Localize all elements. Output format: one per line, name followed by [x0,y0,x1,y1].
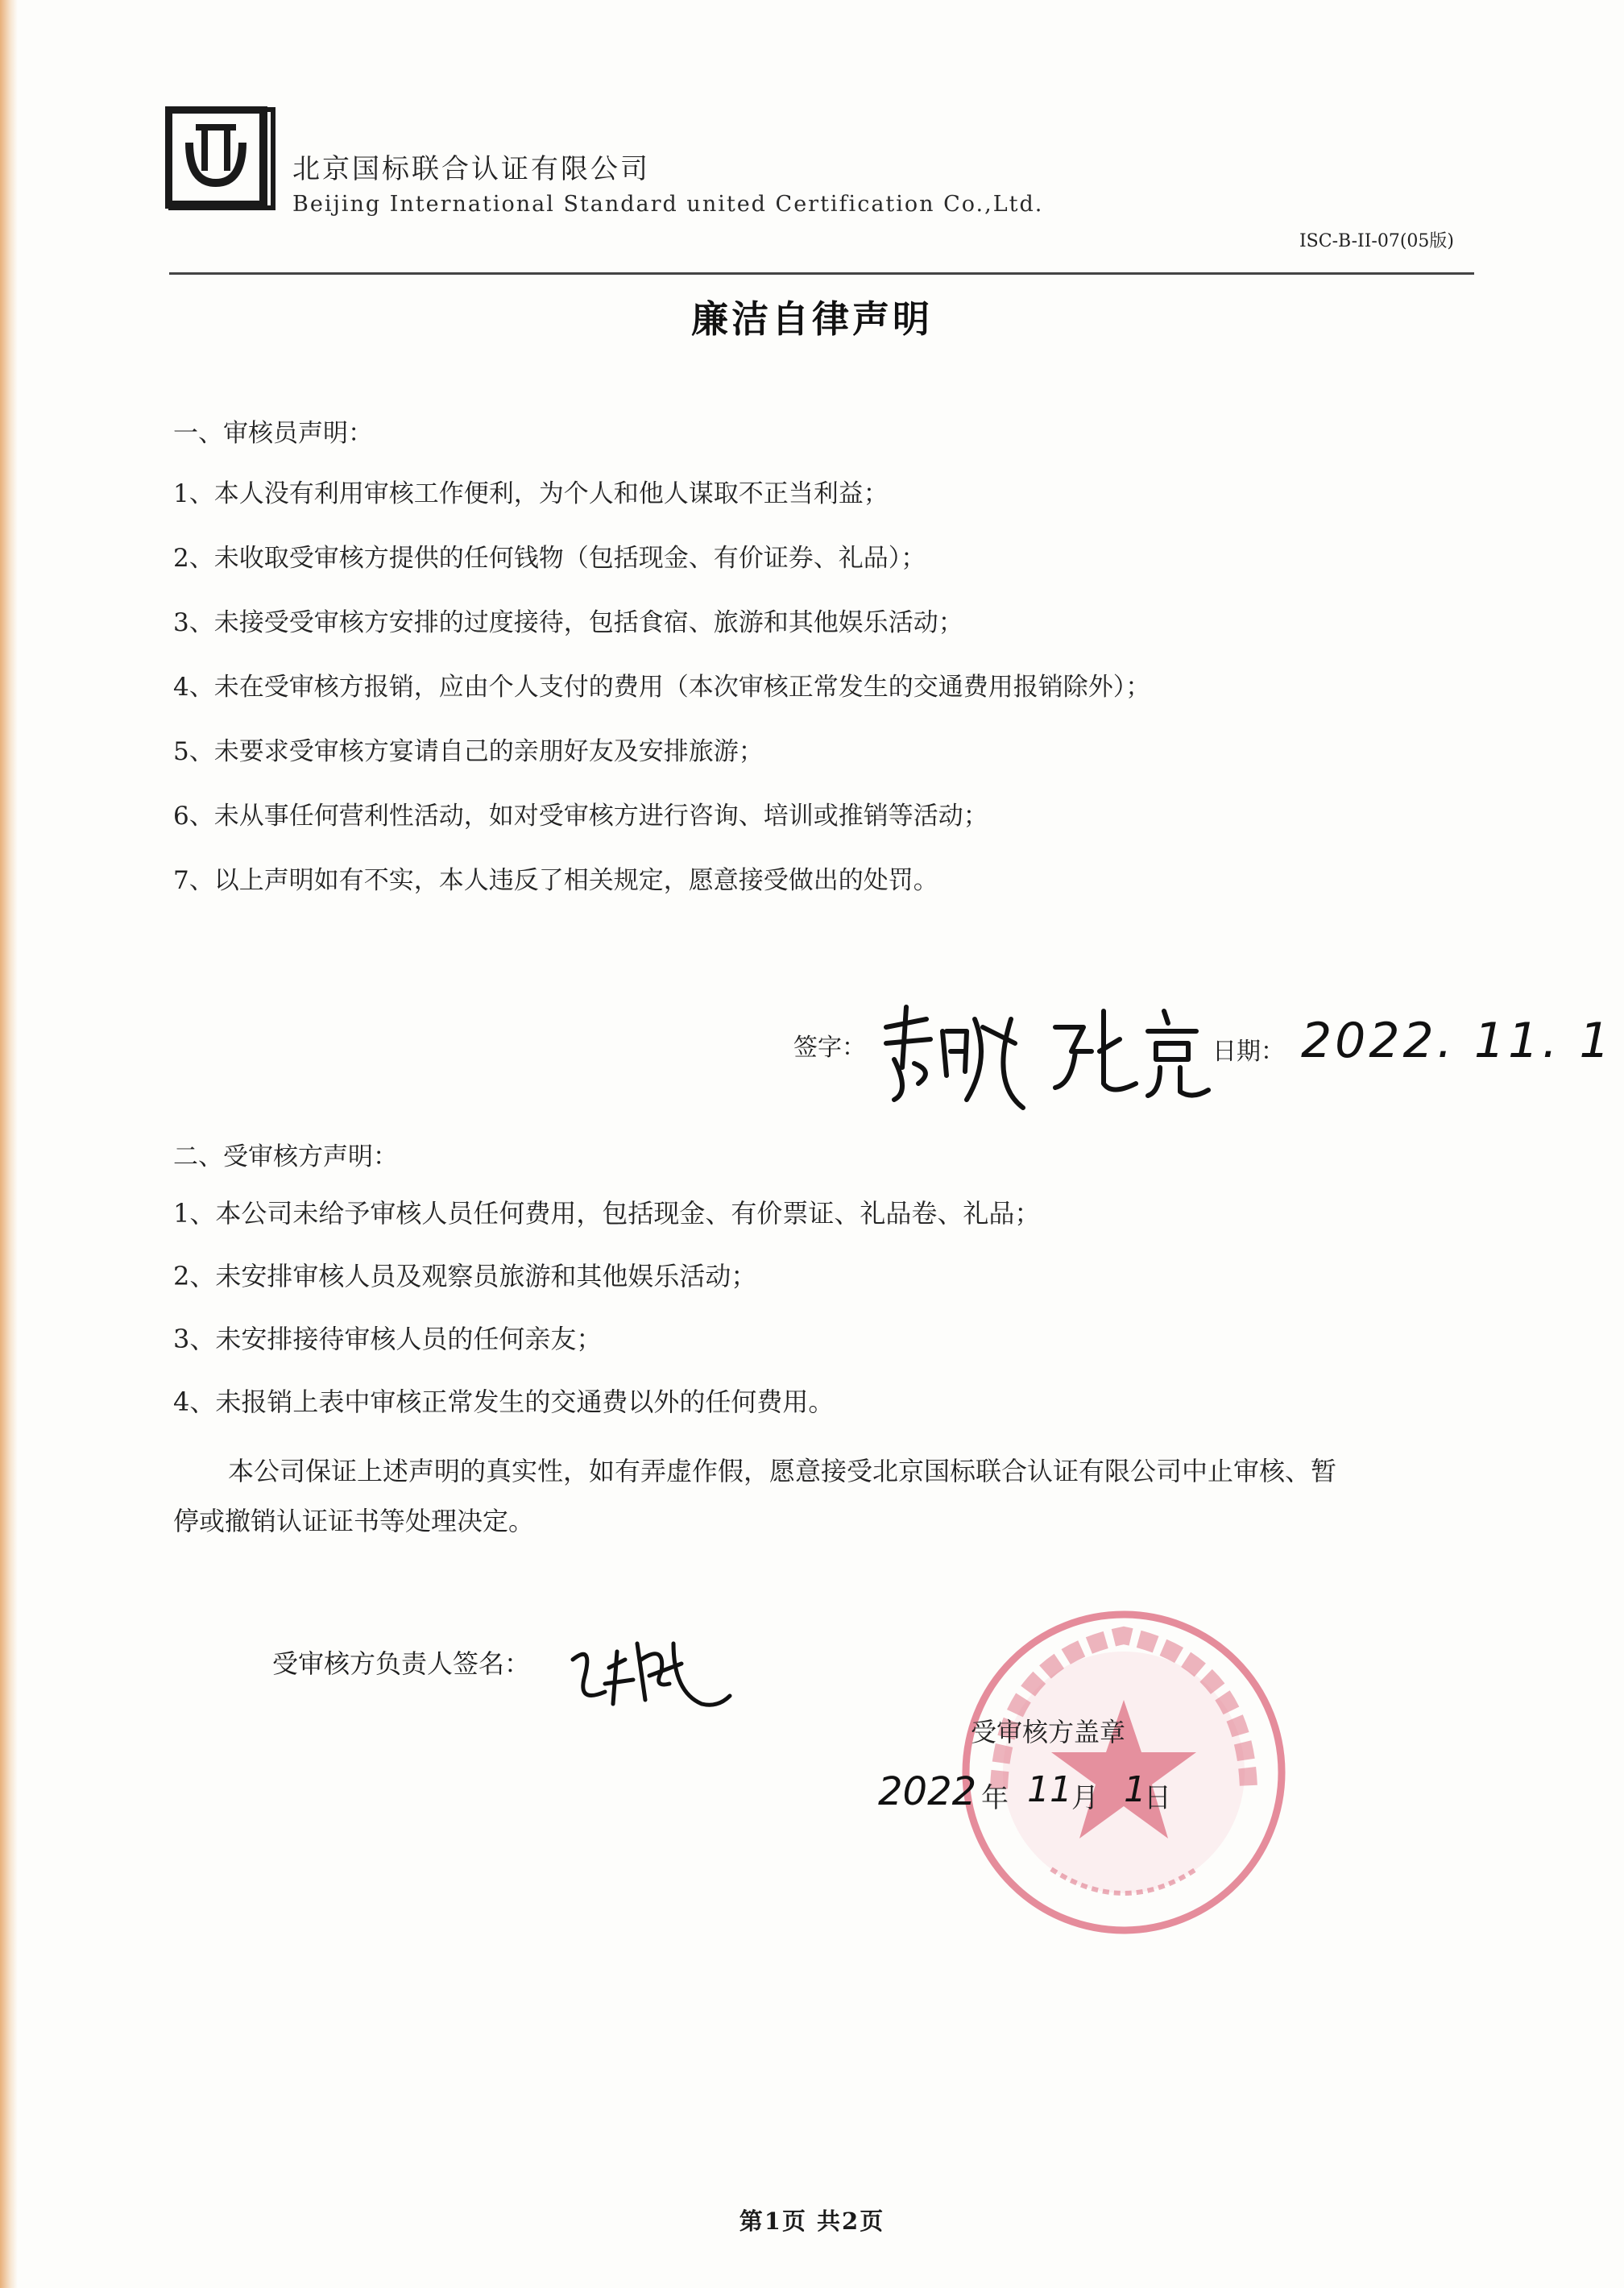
seal-label: 受审核方盖章 [971,1717,1126,1747]
letterhead [165,106,1470,284]
guarantee-paragraph [173,1446,1478,1546]
responsible-signature [561,1627,738,1716]
company-logo-icon [165,106,276,211]
list-item: 4、未报销上表中审核正常发生的交通费以外的任何费用。 [173,1386,835,1417]
auditor-signature-block [793,995,1614,1116]
page-number: 第1页 共2页 [739,2207,885,2235]
form-code: ISC-B-II-07(05版) [1299,231,1454,251]
date-label: 日期： [1212,1038,1285,1066]
list-item: 1、本公司未给予审核人员任何费用，包括现金、有价票证、礼品卷、礼品； [173,1198,1041,1229]
date-day: 1 [1124,1769,1146,1810]
section2-heading: 二、受审核方声明： [173,1142,398,1171]
document-title: 廉洁自律声明 [691,297,933,341]
responsible-signature-block [272,1627,756,1724]
section1-heading: 一、审核员声明： [173,419,373,448]
date-year-unit: 年 [981,1782,1009,1814]
section1-list [173,470,1494,921]
auditor-date: 2022. 11. 1 [1301,1013,1614,1069]
guarantee-line: 停或撤销认证证书等处理决定。 [173,1506,535,1536]
scan-edge [0,0,18,2288]
list-item: 3、未接受受审核方安排的过度接待，包括食宿、旅游和其他娱乐活动； [173,608,963,637]
list-item: 3、未安排接待审核人员的任何亲友； [173,1324,603,1354]
date-year: 2022 [878,1769,977,1814]
date-month: 11 [1027,1769,1072,1810]
section2-list [173,1189,1494,1440]
list-item: 2、未收取受审核方提供的任何钱物（包括现金、有价证券、礼品）； [173,544,926,573]
signature-label: 签字： [793,1034,866,1062]
list-item: 6、未从事任何营利性活动，如对受审核方进行咨询、培训或推销等活动； [173,802,988,831]
date-month-unit: 月 [1071,1782,1099,1814]
company-name-cn: 北京国标联合认证有限公司 [292,153,650,185]
seal-date [878,1763,1216,1827]
list-item: 2、未安排审核人员及观察员旅游和其他娱乐活动； [173,1261,757,1291]
date-day-unit: 日 [1144,1782,1171,1814]
header-rule [169,272,1474,275]
list-item: 7、以上声明如有不实，本人违反了相关规定，愿意接受做出的处罚。 [173,866,938,895]
list-item: 4、未在受审核方报销，应由个人支付的费用（本次审核正常发生的交通费用报销除外）； [173,673,1151,702]
auditor-signature [870,995,1249,1116]
guarantee-line: 本公司保证上述声明的真实性，如有弄虚作假，愿意接受北京国标联合认证有限公司中止审核、暂 [228,1456,1337,1486]
responsible-label: 受审核方负责人签名： [272,1648,531,1679]
list-item: 5、未要求受审核方宴请自己的亲朋好友及安排旅游； [173,737,764,766]
list-item: 1、本人没有利用审核工作便利，为个人和他人谋取不正当利益； [173,479,889,508]
company-name-en: Beijing International Standard united Certification Co.,Ltd. [292,192,1044,217]
